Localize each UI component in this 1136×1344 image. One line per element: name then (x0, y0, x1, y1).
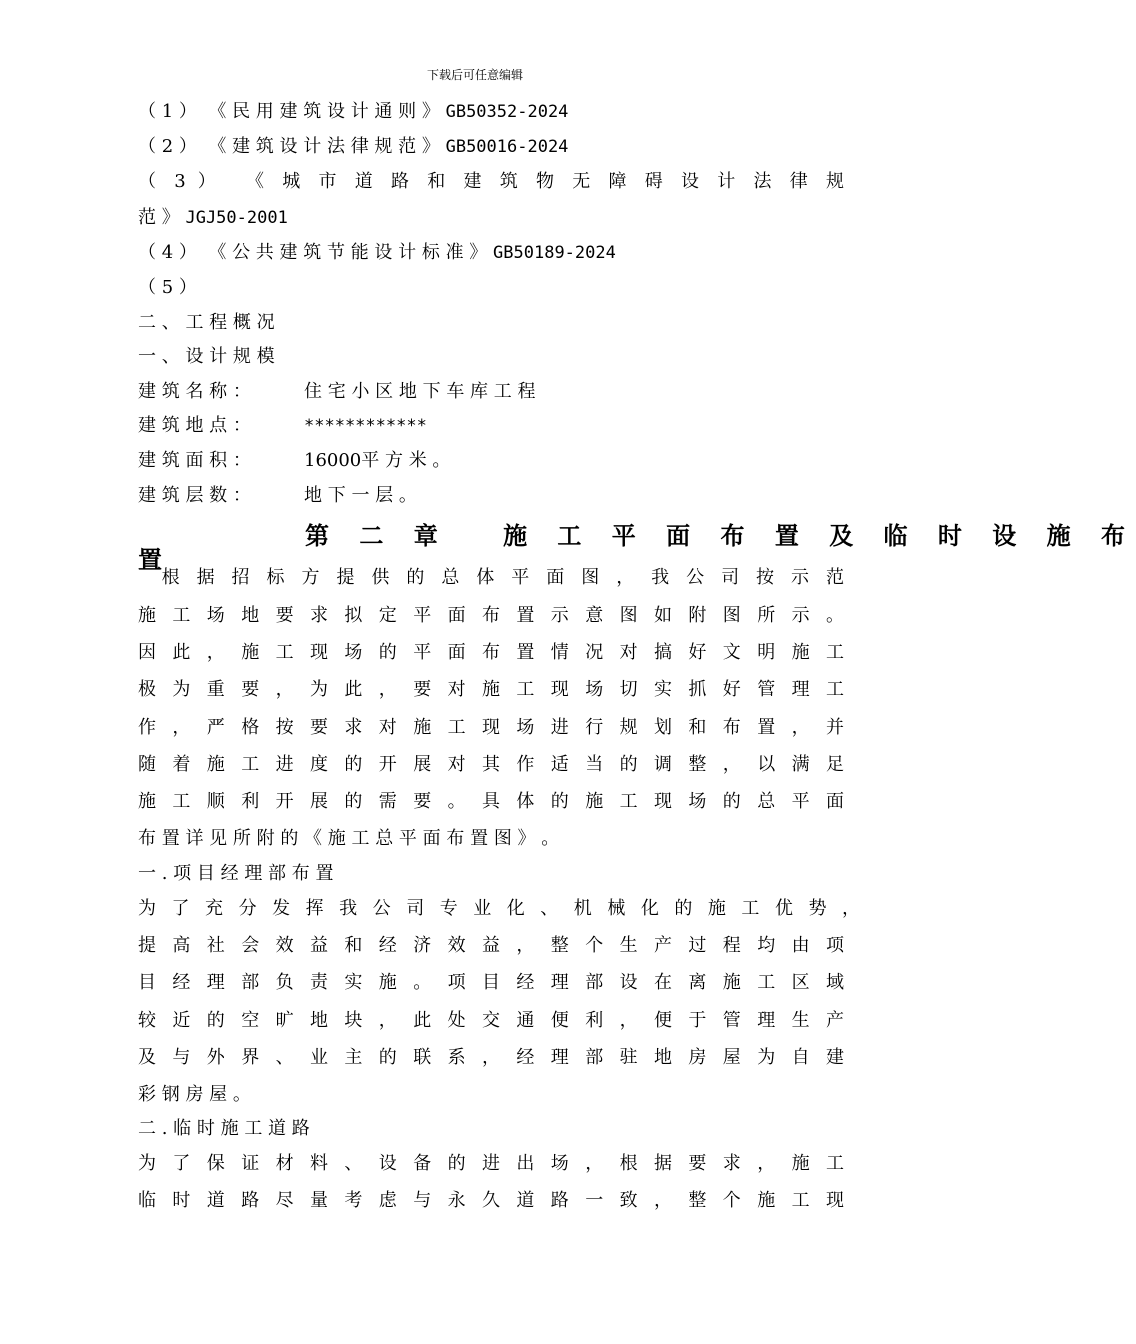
reference-item (138, 241, 616, 265)
paragraph-line: 为 了 充 分 发 挥 我 公 司 专 业 化 、 机 械 化 的 施 工 优 势 ， (138, 898, 860, 919)
info-row (138, 414, 427, 438)
paragraph-line: 较 近 的 空 旷 地 块 ， 此 处 交 通 便 利 ， 便 于 管 理 生 产 (138, 1010, 844, 1031)
chapter-title: 第 二 章 施 工 平 面 布 置 及 临 时 设 施 布 (305, 522, 1136, 550)
info-label: 建 筑 面 积 ： (138, 450, 251, 471)
paragraph-line: 施 工 场 地 要 求 拟 定 平 面 布 置 示 意 图 如 附 图 所 示 。 (138, 605, 844, 626)
info-value: ************ (304, 416, 427, 436)
paragraph-line: 为 了 保 证 材 料 、 设 备 的 进 出 场 ， 根 据 要 求 ， 施 工 (138, 1153, 844, 1174)
info-label: 建 筑 层 数 ： (138, 485, 251, 506)
reference-title: 《 公 共 建 筑 节 能 设 计 标 准 》 (208, 242, 488, 263)
reference-item (138, 276, 197, 300)
reference-number: （ 5 ） (138, 277, 197, 298)
section-title: 二 、 工 程 概 况 (138, 312, 275, 333)
reference-code: GB50016-2024 (445, 137, 569, 157)
paragraph-line: 布 置 详 见 所 附 的 《 施 工 总 平 面 布 置 图 》 。 (138, 828, 560, 849)
reference-item (138, 170, 844, 194)
reference-title: 《 建 筑 设 计 法 律 规 范 》 (208, 136, 440, 157)
reference-number: （ 1 ） (138, 101, 197, 122)
reference-code: JGJ50-2001 (185, 208, 288, 228)
info-value: 住 宅 小 区 地 下 车 库 工 程 (304, 381, 536, 402)
info-row (138, 484, 417, 508)
paragraph-line: 随 着 施 工 进 度 的 开 展 对 其 作 适 当 的 调 整 ， 以 满 足 (138, 754, 844, 775)
paragraph-line: 提 高 社 会 效 益 和 经 济 效 益 ， 整 个 生 产 过 程 均 由 项 (138, 935, 844, 956)
page-header: 下载后可任意编辑 (426, 68, 523, 82)
reference-number: 范 》 (138, 207, 180, 228)
info-value: 16000平 方 米 。 (304, 450, 451, 471)
paragraph-line: 作 ， 严 格 按 要 求 对 施 工 现 场 进 行 规 划 和 布 置 ， 并 (138, 717, 844, 738)
chapter-title-continued: 置 (138, 546, 162, 574)
paragraph-line: 彩 钢 房 屋 。 (138, 1084, 251, 1105)
info-value: 地 下 一 层 。 (304, 485, 417, 506)
info-label: 建 筑 名 称 ： (138, 381, 251, 402)
reference-code: GB50352-2024 (445, 102, 569, 122)
reference-title: 《 民 用 建 筑 设 计 通 则 》 (208, 101, 440, 122)
paragraph-line: 施 工 顺 利 开 展 的 需 要 。 具 体 的 施 工 现 场 的 总 平 面 (138, 791, 844, 812)
reference-item (138, 206, 288, 230)
paragraph-line: 根 据 招 标 方 提 供 的 总 体 平 面 图 ， 我 公 司 按 示 范 (138, 567, 844, 588)
info-row (138, 449, 450, 473)
reference-item (138, 135, 568, 159)
reference-code: GB50189-2024 (493, 243, 616, 263)
reference-title: 《 城 市 道 路 和 建 筑 物 无 障 碍 设 计 法 律 规 (245, 171, 844, 192)
subsection-title: 二 . 临 时 施 工 道 路 (138, 1118, 310, 1139)
paragraph-line: 及 与 外 界 、 业 主 的 联 系 ， 经 理 部 驻 地 房 屋 为 自 建 (138, 1047, 844, 1068)
subsection-title: 一 . 项 目 经 理 部 布 置 (138, 863, 334, 884)
info-row (138, 380, 536, 404)
paragraph-line: 极 为 重 要 ， 为 此 ， 要 对 施 工 现 场 切 实 抓 好 管 理 工 (138, 679, 844, 700)
reference-item (138, 100, 568, 124)
reference-number: （ 2 ） (138, 136, 197, 157)
section-title: 一 、 设 计 规 模 (138, 346, 275, 367)
paragraph-line: 因 此 ， 施 工 现 场 的 平 面 布 置 情 况 对 搞 好 文 明 施 工 (138, 642, 844, 663)
info-label: 建 筑 地 点 ： (138, 415, 251, 436)
reference-number: （ 3 ） (138, 171, 222, 192)
reference-number: （ 4 ） (138, 242, 197, 263)
paragraph-line: 目 经 理 部 负 责 实 施 。 项 目 经 理 部 设 在 离 施 工 区 域 (138, 972, 844, 993)
paragraph-line: 临 时 道 路 尽 量 考 虑 与 永 久 道 路 一 致 ， 整 个 施 工 现 (138, 1190, 844, 1211)
